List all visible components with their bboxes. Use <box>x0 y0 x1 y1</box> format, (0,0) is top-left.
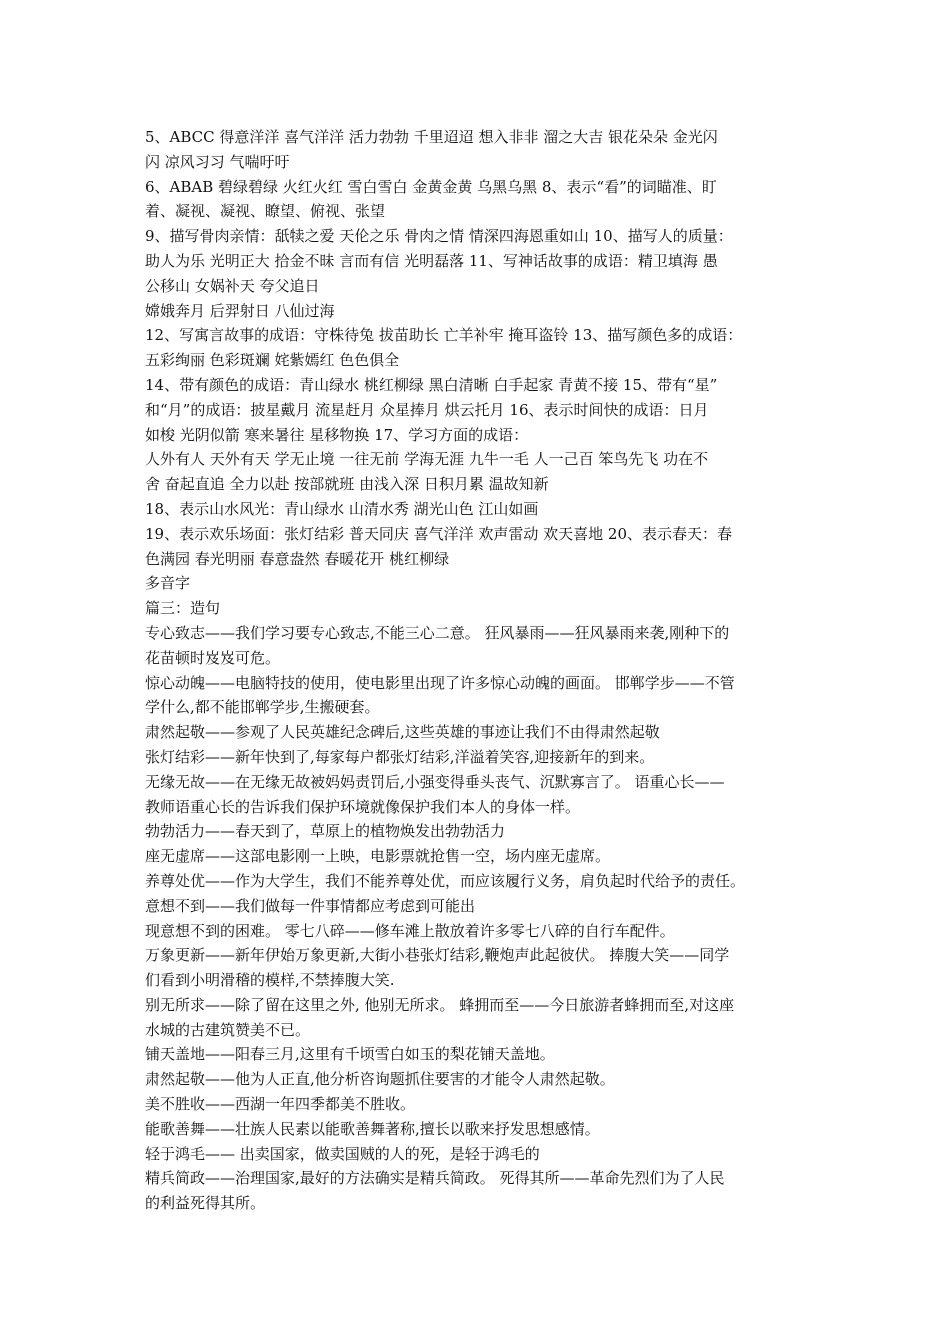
paragraph <box>145 1117 813 1142</box>
text-line: 教师语重心长的告诉我们保护环境就像保护我们本人的身体一样。 <box>145 797 581 816</box>
text-line: 18、表示山水风光：青山绿水 山清水秀 湖光山色 江山如画 <box>145 499 539 518</box>
paragraph <box>145 1042 813 1067</box>
text-line: 们看到小明滑稽的模样,不禁捧腹大笑. <box>145 971 395 990</box>
paragraph <box>145 943 813 993</box>
text-line: 舍 奋起直追 全力以赴 按部就班 由浅入深 日积月累 温故知新 <box>145 475 549 494</box>
paragraph <box>145 373 813 447</box>
text-line: 现意想不到的困难。 零七八碎——修车滩上散放着许多零七八碎的自行车配件。 <box>145 921 675 940</box>
text-line: 惊心动魄——电脑特技的使用，使电影里出现了许多惊心动魄的画面。 邯郸学步——不管 <box>145 673 735 692</box>
text-line: 养尊处优——作为大学生，我们不能养尊处优，而应该履行义务，肩负起时代给予的责任。 <box>145 871 746 890</box>
paragraph <box>145 125 813 175</box>
text-line: 闪 凉风习习 气喘吁吁 <box>145 152 290 171</box>
paragraph <box>145 869 813 894</box>
text-line: 无缘无故——在无缘无故被妈妈责罚后,小强变得垂头丧气、沉默寡言了。 语重心长—— <box>145 772 725 791</box>
text-line: 铺天盖地——阳春三月,这里有千顷雪白如玉的梨花铺天盖地。 <box>145 1045 555 1064</box>
paragraph <box>145 224 813 298</box>
paragraph <box>145 596 813 621</box>
text-line: 公移山 女娲补天 夸父追日 <box>145 276 320 295</box>
paragraph <box>145 819 813 844</box>
paragraph <box>145 1092 813 1117</box>
text-line: 色满园 春光明丽 春意盎然 春暖花开 桃红柳绿 <box>145 549 450 568</box>
paragraph <box>145 993 813 1043</box>
text-line: 花苗顿时岌岌可危。 <box>145 648 281 667</box>
paragraph <box>145 1067 813 1092</box>
text-line: 嫦娥奔月 后羿射日 八仙过海 <box>145 301 335 320</box>
text-line: 别无所求——除了留在这里之外, 他别无所求。 蜂拥而至——今日旅游者蜂拥而至,对这座 <box>145 995 735 1014</box>
text-line: 篇三：造句 <box>145 599 221 618</box>
text-line: 5、ABCC 得意洋洋 喜气洋洋 活力勃勃 千里迢迢 想入非非 溜之大吉 银花朵朵 金光闪 <box>145 128 718 146</box>
text-line: 和“月”的成语：披星戴月 流星赶月 众星捧月 烘云托月 16、表示时间快的成语：日月 <box>145 400 709 419</box>
text-line: 专心致志——我们学习要专心致志,不能三心二意。 狂风暴雨——狂风暴雨来袭,刚种下的 <box>145 623 730 642</box>
text-line: 美不胜收——西湖一年四季都美不胜收。 <box>145 1095 416 1114</box>
text-line: 五彩绚丽 色彩斑斓 姹紫嫣红 色色俱全 <box>145 351 400 370</box>
text-line: 肃然起敬——参观了人民英雄纪念碑后,这些英雄的事迹让我们不由得肃然起敬 <box>145 723 660 742</box>
text-line: 人外有人 天外有天 学无止境 一往无前 学海无涯 九牛一毛 人一己百 笨鸟先飞 功在不 <box>145 450 709 469</box>
paragraph <box>145 447 813 497</box>
text-line: 肃然起敬——他为人正直,他分析咨询题抓住要害的才能令人肃然起敬。 <box>145 1070 615 1089</box>
text-line: 意想不到——我们做每一件事情都应考虑到可能出 <box>145 896 476 915</box>
text-line: 19、表示欢乐场面：张灯结彩 普天同庆 喜气洋洋 欢声雷动 欢天喜地 20、表示春天：春 <box>145 524 733 543</box>
text-line: 勃勃活力——春天到了，草原上的植物焕发出勃勃活力 <box>145 822 506 841</box>
paragraph <box>145 522 813 572</box>
paragraph <box>145 621 813 671</box>
text-line: 9、描写骨肉亲情：舐犊之爱 天伦之乐 骨肉之情 情深四海恩重如山 10、描写人的质量： <box>145 227 733 246</box>
paragraph <box>145 299 813 324</box>
text-line: 水城的古建筑赞美不已。 <box>145 1020 311 1039</box>
paragraph <box>145 175 813 225</box>
paragraph <box>145 894 813 919</box>
paragraph <box>145 844 813 869</box>
paragraph <box>145 571 813 596</box>
paragraph <box>145 323 813 373</box>
text-line: 多音字 <box>145 574 191 593</box>
text-line: 轻于鸿毛—— 出卖国家，做卖国贼的人的死，是轻于鸿毛的 <box>145 1144 540 1163</box>
text-line: 助人为乐 光明正大 拾金不昧 言而有信 光明磊落 11、写神话故事的成语：精卫填海 愚 <box>145 251 718 270</box>
text-line: 如梭 光阴似箭 寒来暑往 星移物换 17、学习方面的成语： <box>145 425 529 444</box>
paragraph <box>145 770 813 820</box>
text-line: 着、凝视、凝视、瞭望、俯视、张望 <box>145 202 386 221</box>
paragraph <box>145 497 813 522</box>
text-line: 6、ABAB 碧绿碧绿 火红火红 雪白雪白 金黄金黄 乌黑乌黑 8、表示“看”的词瞄准、盯 <box>145 177 717 196</box>
paragraph <box>145 720 813 745</box>
text-line: 万象更新——新年伊始万象更新,大街小巷张灯结彩,鞭炮声此起彼伏。 捧腹大笑——同学 <box>145 946 730 965</box>
text-line: 精兵简政——治理国家,最好的方法确实是精兵简政。 死得其所——革命先烈们为了人民 <box>145 1169 725 1188</box>
text-line: 能歌善舞——壮族人民素以能歌善舞著称,擅长以歌来抒发思想感情。 <box>145 1119 600 1138</box>
text-line: 12、写寓言故事的成语：守株待兔 拔苗助长 亡羊补牢 掩耳盗铃 13、描写颜色多的成语： <box>145 326 743 345</box>
paragraph <box>145 1142 813 1167</box>
text-line: 的利益死得其所。 <box>145 1194 266 1213</box>
paragraph <box>145 671 813 721</box>
text-line: 座无虚席——这部电影刚一上映，电影票就抢售一空，场内座无虚席。 <box>145 847 611 866</box>
document-body <box>145 125 813 1216</box>
paragraph <box>145 919 813 944</box>
paragraph <box>145 745 813 770</box>
text-line: 14、带有颜色的成语：青山绿水 桃红柳绿 黑白清晰 白手起家 青黄不接 15、带有“星” <box>145 375 718 394</box>
text-line: 张灯结彩——新年快到了,每家每户都张灯结彩,洋溢着笑容,迎接新年的到来。 <box>145 747 655 766</box>
paragraph <box>145 1166 813 1216</box>
text-line: 学什么,都不能邯郸学步,生搬硬套。 <box>145 698 380 717</box>
